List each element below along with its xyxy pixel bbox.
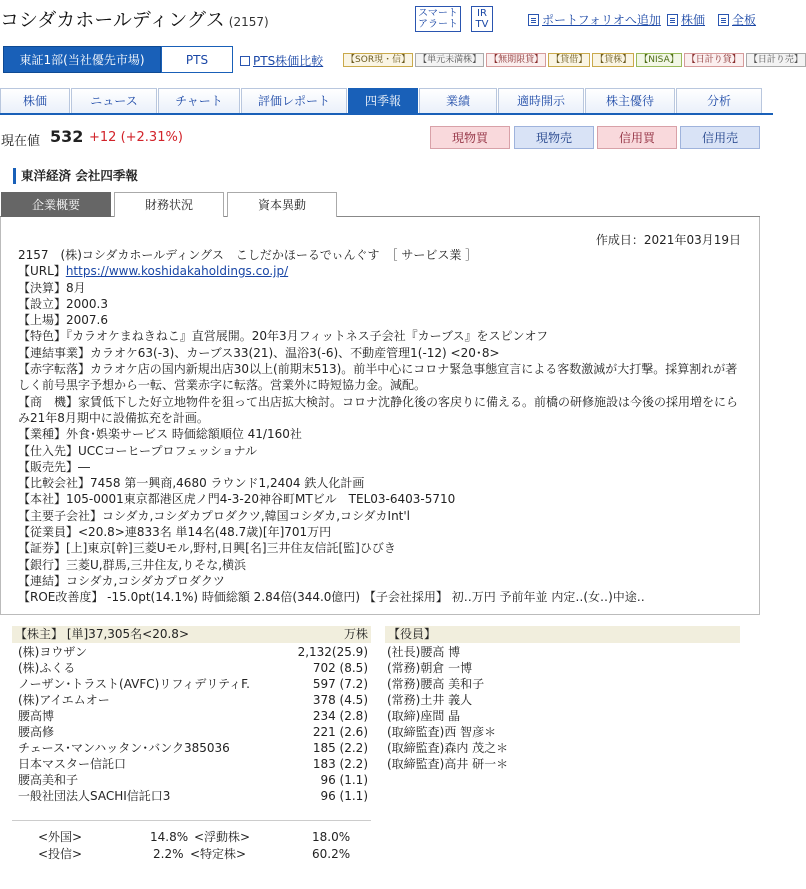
special-value: 60.2% [312,847,351,861]
current-price-label: 現在値 [1,134,41,149]
tab-price[interactable]: 株価 [0,88,70,113]
price-change: +12 (+2.31%) [89,130,183,145]
window-icon [240,56,250,66]
smart-alert-button[interactable] [415,6,461,32]
price-row [0,126,773,150]
tab-analysis[interactable]: 分析 [676,88,762,113]
report-line: 【特色】『カラオケまねきねこ』直営展開。20年3月フィットネス子会社『カーブス』をスピンオフ [18,329,549,344]
report-content [18,247,746,606]
tag-odd-lot: 【単元未満株】 [415,53,484,67]
report-line: 【従業員】<20.8>連833名 単14名(48.7歳)[年]701万円 [18,525,332,540]
document-icon [718,14,729,26]
stats-row-1 [12,829,371,845]
tag-unlimited-loan: 【無期限貸】 [486,53,546,67]
tag-sor: 【SOR現・信】 [343,53,413,67]
foreign-value: 14.8% [150,830,189,844]
company-title [0,5,269,32]
report-line: 【証券】[上]東京[幹]三菱Uモル,野村,日興[名]三井住友信託[監]ひびき [18,541,396,556]
table-row: 腰高博 234 (2.8) [18,709,368,723]
report-line: 【連結事業】カラオケ63(-3)、カーブス33(21)、温浴3(-6)、不動産管理1(-12) <20･8> [18,345,500,360]
ownership-stats [12,820,371,866]
tab-results[interactable]: 業績 [419,88,497,113]
list-item: (取締監査)西 智彦＊ [387,725,497,739]
ir-tv-label-2: TV [475,19,489,30]
officers-table [385,626,740,772]
report-line: 【設立】2000.3 [18,296,108,311]
shareholders-header [12,626,371,643]
float-label: <浮動株> [194,830,251,844]
subtab-capital-changes[interactable]: 資本異動 [227,192,337,217]
current-price-value: 532 [50,127,84,146]
table-row: 腰高美和子 96 (1.1) [18,773,368,787]
tag-margin: 【貸借】 [548,53,590,67]
board-link-wrap [718,11,756,28]
report-line: 【赤字転落】カラオケ店の国内新規出店30以上(前期末513)。前半中心にコロナ緊急事態宣言による客数激減が大打撃。採算割れが著しく前号黒字予想から一転、営業赤字に転落。営業外に時短協力金。減配。 [18,362,738,393]
cash-buy-button[interactable]: 現物買 [430,126,510,149]
table-row: 腰高修 221 (2.6) [18,725,368,739]
trust-value: 2.2% [153,847,184,861]
market-selector [0,46,803,74]
portfolio-add-link[interactable]: ポートフォリオへ追加 [542,13,661,27]
table-row: (株)アイエムオー 378 (4.5) [18,693,368,707]
table-row: チェース･マンハッタン･バンク385036 185 (2.2) [18,741,368,755]
report-line: 【業種】外食･娯楽サービス 時価総額順位 41/160社 [18,427,302,442]
shareholders-unit: 万株 [343,627,368,641]
created-date: 作成日：2021年03月19日 [595,233,741,247]
smart-alert-label-1: スマート [418,8,458,19]
price-link[interactable]: 株価 [681,13,706,27]
tab-shikiho[interactable]: 四季報 [348,88,418,113]
tab-rating-report[interactable]: 評価レポート [241,88,347,113]
report-line: 【連結】コシダカ,コシダカプロダクツ [18,573,225,588]
pts-compare-link[interactable]: PTS株価比較 [253,54,324,68]
tag-daytrade-loan: 【日計り貸】 [684,53,744,67]
report-line: 【決算】8月 [18,280,86,295]
list-item: (常務)土井 義人 [387,693,473,707]
tab-disclosure[interactable]: 適時開示 [498,88,584,113]
tag-stock-lending: 【貸株】 [592,53,634,67]
portfolio-add-link-wrap [528,11,661,28]
stats-row-2 [12,846,371,862]
market-tokyo-button[interactable]: 東証1部(当社優先市場) [3,46,161,73]
list-item: (取締監査)森内 茂之＊ [387,741,509,755]
ir-tv-label-1: IR [477,8,487,19]
list-item: (取締)座間 晶 [387,709,461,723]
tag-nisa: 【NISA】 [636,53,681,67]
list-item: (取締監査)高井 研一＊ [387,757,509,771]
document-icon [528,14,539,26]
float-value: 18.0% [312,830,351,844]
report-panel [0,217,760,615]
report-header-line: 2157 (株)コシダカホールディングス こしだかほーるでぃんぐす ［ サービス業 ］ [18,248,478,262]
document-icon [667,14,678,26]
tab-shareholder-benefits[interactable]: 株主優待 [585,88,675,113]
list-item: (常務)朝倉 一博 [387,661,473,675]
list-item: (常務)腰高 美和子 [387,677,485,691]
market-pts-button[interactable]: PTS [161,46,233,73]
table-row: 一般社団法人SACHI信託口3 96 (1.1) [18,789,368,803]
report-line: 【ROE改善度】 -15.0pt(14.1%) 時価総額 2.84倍(344.0億円) 【子会社採用】 初‥万円 予前年並 内定‥(女‥)中途‥ [18,590,645,605]
company-url-link[interactable]: https://www.koshidakaholdings.co.jp/ [65,264,289,279]
trading-tags [343,53,806,67]
header [0,0,773,40]
report-line: 【商 機】家賃低下した好立地物件を狙って出店拡大検討。コロナ沈静化後の客戻りに備える。前橋の研修施設は今後の採用増をにらみ21年8月期中に設備拡充を計画。 [18,394,739,425]
report-line: 【上場】2007.6 [18,313,108,328]
report-line: 【本社】105-0001東京都港区虎ノ門4-3-20神谷町MTビル TEL03-6403-5710 [18,492,456,507]
trust-label: <投信> [38,847,83,861]
full-board-link[interactable]: 全板 [732,13,757,27]
price-link-wrap [667,11,705,28]
pts-compare-wrap [240,52,323,69]
report-line: 【仕入先】UCCコーヒープロフェッショナル [18,443,258,458]
report-url-line: 【URL】https://www.koshidakaholdings.co.jp/ [18,264,289,279]
stock-code: (2157) [228,15,269,29]
main-nav [0,88,773,115]
tag-daytrade-sell: 【日計り売】 [746,53,806,67]
officers-header: 【役員】 [385,626,740,643]
smart-alert-label-2: アラート [418,19,458,30]
margin-sell-button[interactable]: 信用売 [680,126,760,149]
cash-sell-button[interactable]: 現物売 [514,126,594,149]
ir-tv-button[interactable] [471,6,493,32]
table-row: (株)ふくる 702 (8.5) [18,661,368,675]
shareholders-list [12,644,371,804]
officers-list [385,644,740,772]
company-name: コシダカホールディングス [0,9,225,31]
report-line: 【銀行】三菱U,群馬,三井住友,りそな,横浜 [18,557,247,572]
report-line: 【主要子会社】コシダカ,コシダカプロダクツ,韓国コシダカ,コシダカInt'l [18,508,411,523]
special-label: <特定株> [190,847,247,861]
subtab-company-overview[interactable]: 企業概要 [1,192,111,217]
table-row: (株)ヨウザン 2,132(25.9) [18,645,368,659]
subtabs [0,190,760,217]
table-row: ノーザン･トラスト(AVFC)リフィデリティF. 597 (7.2) [18,677,368,691]
margin-buy-button[interactable]: 信用買 [597,126,677,149]
report-line: 【販売先】― [18,459,91,474]
table-row: 日本マスター信託口 183 (2.2) [18,757,368,771]
section-title: 東洋経済 会社四季報 [13,168,138,184]
list-item: (社長)腰高 博 [387,645,461,659]
subtab-financials[interactable]: 財務状況 [114,192,224,217]
tab-chart[interactable]: チャート [158,88,240,113]
tab-news[interactable]: ニュース [71,88,157,113]
shareholders-table [12,626,371,804]
report-line: 【比較会社】7458 第一興商,4680 ラウンド1,2404 鉄人化計画 [18,476,365,491]
foreign-label: <外国> [38,830,83,844]
shareholders-title: 【株主】 [単]37,305名<20.8> [15,627,189,641]
